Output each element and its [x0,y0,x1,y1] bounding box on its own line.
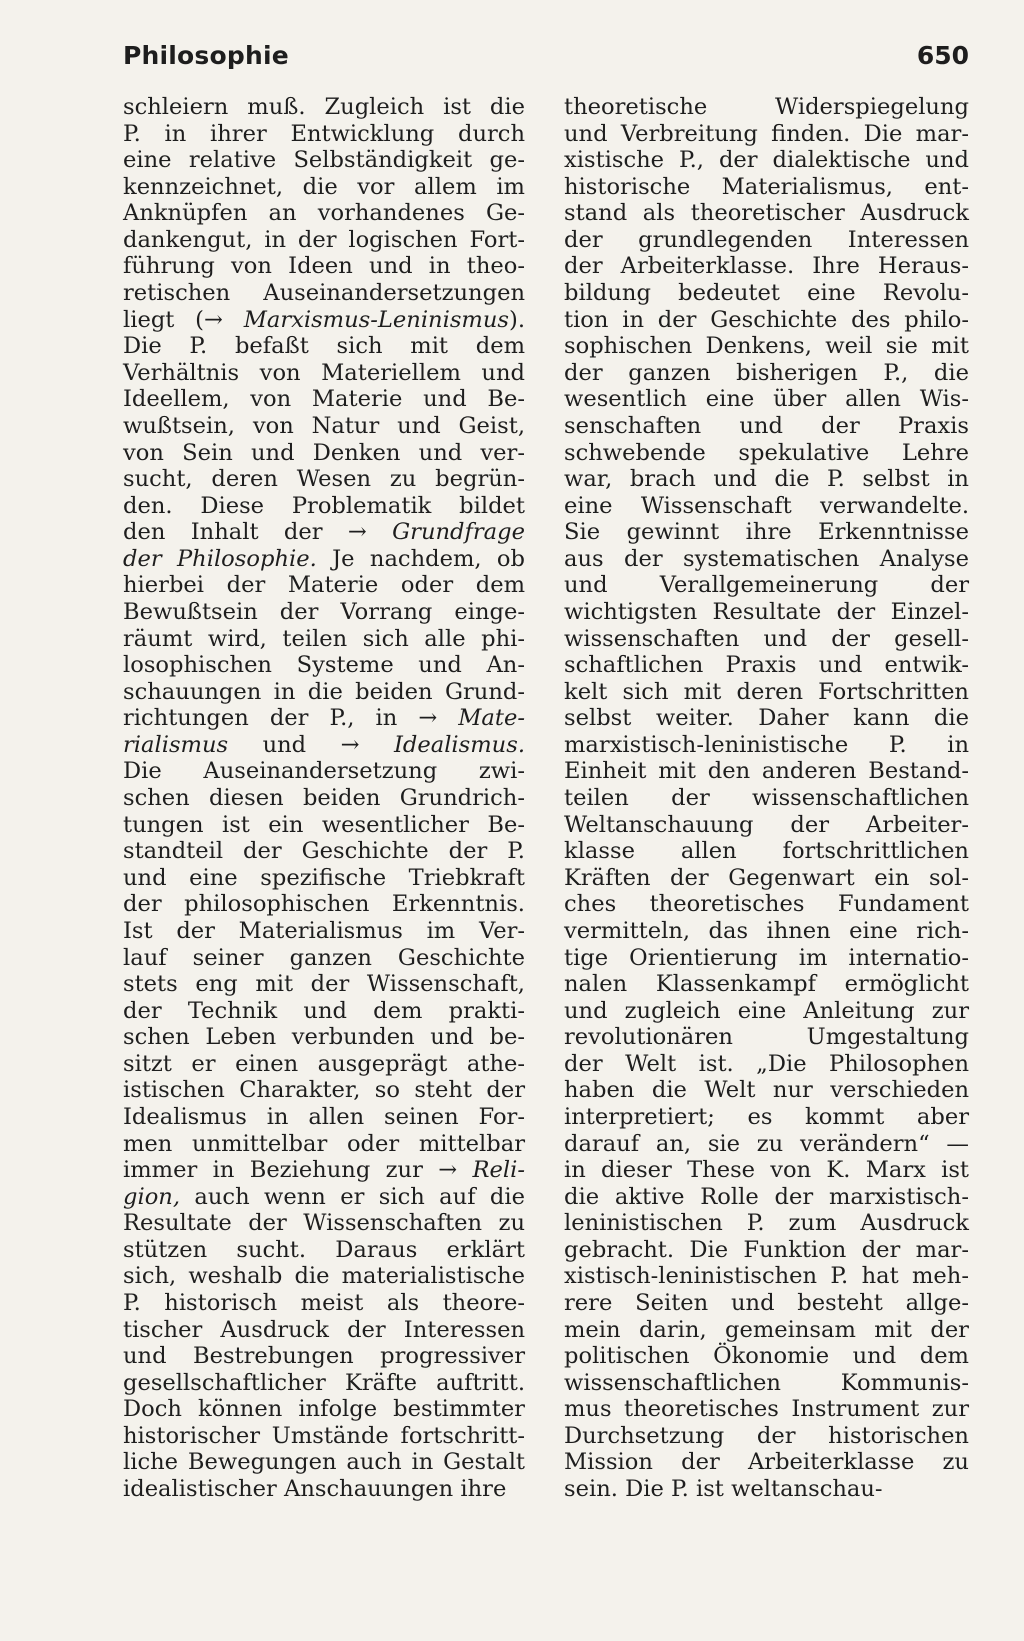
text-line [123,812,525,839]
text-line [123,1077,525,1104]
text-line [123,705,525,732]
text-segment: räumt wird, teilen sich alle phi- [123,625,525,652]
text-line [123,1131,525,1158]
text-line [123,1370,525,1397]
text-line [123,998,525,1025]
text-segment: stets eng mit der Wissenschaft, [123,971,525,998]
text-line [564,1237,969,1264]
text-segment: tige Orientierung im internatio- [564,944,969,971]
text-segment: Weltanschauung der Arbeiter- [564,811,969,838]
text-line [123,865,525,892]
text-segment: wichtigsten Resultate der Einzel- [564,598,969,625]
text-line [564,121,969,148]
text-line [564,626,969,653]
text-line [123,838,525,865]
text-line [123,413,525,440]
text-segment: schauungen in die beiden Grund- [123,678,525,705]
text-line [564,971,969,998]
text-segment: und zugleich eine Anleitung zur [564,997,969,1024]
text-segment: sitzt er einen ausgeprägt athe- [123,1050,525,1077]
text-line [123,493,525,520]
text-line [564,1131,969,1158]
text-line [564,307,969,334]
text-line [123,1290,525,1317]
text-line [564,1396,969,1423]
text-line [123,945,525,972]
text-segment: selbst weiter. Daher kann die [564,705,969,732]
text-line [564,865,969,892]
text-line [123,971,525,998]
text-line [564,1024,969,1051]
text-line [564,253,969,280]
italic-reference: Grundfrage [392,519,525,546]
text-segment: der Arbeiterklasse. Ihre Heraus- [564,253,969,280]
text-line [564,413,969,440]
text-line [123,1157,525,1184]
text-line [564,1184,969,1211]
text-line [123,1024,525,1051]
text-segment: sich, weshalb die materialistische [123,1263,525,1290]
text-line [564,838,969,865]
text-line [123,386,525,413]
text-line [564,546,969,573]
text-line [123,891,525,918]
text-segment: Einheit mit den anderen Bestand- [564,758,969,785]
text-line [564,147,969,174]
text-segment: rere Seiten und besteht allge- [564,1290,969,1317]
text-segment: Die P. befaßt sich mit dem [123,333,525,360]
text-line [123,307,525,334]
text-line [564,200,969,227]
running-head: Philosophie [123,41,289,70]
text-segment: istischen Charakter, so steht der [123,1077,525,1104]
text-segment: stützen sucht. Daraus erklärt [123,1236,525,1263]
text-segment: men unmittelbar oder mittelbar [123,1130,525,1157]
text-segment: dankengut, in der logischen Fort- [123,226,525,253]
text-segment: interpretiert; es kommt aber [564,1103,969,1130]
text-segment: politischen Ökonomie und dem [564,1343,969,1370]
text-segment: und Verbreitung finden. Die mar- [564,120,969,147]
text-line [123,466,525,493]
text-line [123,1396,525,1423]
text-segment: sein. Die P. ist weltanschau- [564,1476,883,1503]
text-segment: wissenschaften und der gesell- [564,625,969,652]
page-number: 650 [916,41,969,70]
text-line [564,572,969,599]
text-line [564,1317,969,1344]
text-segment: wußtsein, von Natur und Geist, [123,412,525,439]
text-segment: kelt sich mit deren Fortschritten [564,678,969,705]
page-header [123,36,969,76]
text-line [123,1263,525,1290]
text-segment: schen diesen beiden Grundrich- [123,785,525,812]
text-segment: teilen der wissenschaftlichen [564,785,969,812]
text-segment: idealistischer Anschauungen ihre [123,1476,507,1503]
text-line [564,998,969,1025]
text-segment: stand als theoretischer Ausdruck [564,200,969,227]
text-line [564,440,969,467]
text-line [123,280,525,307]
text-segment: von Sein und Denken und ver- [123,439,525,466]
text-line [123,1210,525,1237]
text-line [123,121,525,148]
italic-reference: Mate- [458,705,525,732]
text-segment: auch wenn er sich auf die [180,1183,525,1210]
text-line [564,1157,969,1184]
text-line [564,599,969,626]
text-line [564,732,969,759]
text-segment: historischer Umstände fortschritt- [123,1422,525,1449]
text-line [564,918,969,945]
text-segment: schwebende spekulative Lehre [564,439,969,466]
text-segment: gesellschaftlicher Kräfte auftritt. [123,1369,525,1396]
text-segment: klasse allen fortschrittlichen [564,838,969,865]
text-line [564,1104,969,1131]
text-segment: wissenschaftlichen Kommunis- [564,1369,969,1396]
text-line [123,599,525,626]
text-line [564,1423,969,1450]
text-segment: Anknüpfen an vorhandenes Ge- [123,200,525,227]
text-column-right [564,94,969,1503]
text-line [564,945,969,972]
text-segment: führung von Ideen und in theo- [123,253,525,280]
text-segment: Sie gewinnt ihre Erkenntnisse [564,519,969,546]
text-segment: und → [228,731,394,758]
text-segment: und Verallgemeinerung der [564,572,969,599]
text-line [564,386,969,413]
text-segment: Bewußtsein der Vorrang einge- [123,598,525,625]
text-segment: haben die Welt nur verschieden [564,1077,969,1104]
text-line [564,891,969,918]
text-line [123,732,525,759]
text-line [123,1476,525,1503]
text-line [123,333,525,360]
text-segment: Mission der Arbeiterklasse zu [564,1449,969,1476]
text-line [564,466,969,493]
text-line [123,546,525,573]
text-line [564,174,969,201]
text-line [123,652,525,679]
italic-reference: der Philosophie. [123,545,317,572]
text-line [564,1370,969,1397]
text-line [564,1077,969,1104]
text-segment: der philosophischen Erkenntnis. [123,891,525,918]
text-segment: retischen Auseinandersetzungen [123,280,525,307]
text-line [564,1449,969,1476]
italic-reference: Marxismus-Leninismus [243,306,509,333]
text-line [123,147,525,174]
text-segment: Ist der Materialismus im Ver- [123,917,525,944]
text-line [123,360,525,387]
text-segment: der grundlegenden Interessen [564,226,969,253]
text-line [123,1184,525,1211]
text-segment: theoretische Widerspiegelung [564,94,969,120]
text-line [123,572,525,599]
italic-reference: Idealismus. [393,731,525,758]
text-segment: Resultate der Wissenschaften zu [123,1210,525,1237]
text-line [564,679,969,706]
text-line [564,785,969,812]
text-segment: standteil der Geschichte der P. [123,838,525,865]
text-segment: war, brach und die P. selbst in [564,466,969,493]
text-line [564,280,969,307]
text-line [123,174,525,201]
text-line [564,333,969,360]
text-segment: kennzeichnet, die vor allem im [123,173,525,200]
text-line [564,758,969,785]
text-segment: den. Diese Problematik bildet [123,492,525,519]
text-segment: vermitteln, das ihnen eine rich- [564,917,969,944]
text-line [123,1104,525,1131]
text-segment: eine relative Selbständigkeit ge- [123,147,525,174]
italic-reference: gion, [123,1183,181,1210]
text-segment: lauf seiner ganzen Geschichte [123,944,525,971]
text-segment: tungen ist ein wesentlicher Be- [123,811,525,838]
text-line [123,94,525,121]
text-segment: sophischen Denkens, weil sie mit [564,333,969,360]
text-line [123,227,525,254]
text-segment: Verhältnis von Materiellem und [123,359,525,386]
text-line [564,227,969,254]
text-segment: sucht, deren Wesen zu begrün- [123,466,525,493]
text-line [123,626,525,653]
text-segment: und eine spezifische Triebkraft [123,864,525,891]
text-segment: liche Bewegungen auch in Gestalt [123,1449,525,1476]
text-segment: den Inhalt der → [123,519,393,546]
text-line [123,1237,525,1264]
text-segment: nalen Klassenkampf ermöglicht [564,971,969,998]
text-segment: xistische P., der dialektische und [564,147,969,174]
text-segment: hierbei der Materie oder dem [123,572,525,599]
text-segment: historische Materialismus, ent- [564,173,969,200]
text-segment: gebracht. Die Funktion der mar- [564,1236,969,1263]
text-column-left [123,94,525,1503]
text-segment: senschaften und der Praxis [564,412,969,439]
text-segment: Je nachdem, ob [316,545,525,572]
text-segment: wesentlich eine über allen Wis- [564,386,969,413]
text-line [123,1317,525,1344]
text-segment: richtungen der P., in → [123,705,459,732]
text-line [123,1423,525,1450]
text-segment: schleiern muß. Zugleich ist die [123,94,525,120]
text-line [564,812,969,839]
text-line [123,253,525,280]
text-segment: Ideellem, von Materie und Be- [123,386,525,413]
text-segment: die aktive Rolle der marxistisch- [564,1183,969,1210]
text-line [564,1476,969,1503]
text-line [123,679,525,706]
text-segment: in dieser These von K. Marx ist [564,1157,969,1184]
text-segment: P. in ihrer Entwicklung durch [123,120,525,147]
text-segment: schen Leben verbunden und be- [123,1024,525,1051]
text-line [123,1449,525,1476]
text-segment: tion in der Geschichte des philo- [564,306,969,333]
italic-reference: Reli- [472,1157,525,1184]
text-segment: losophischen Systeme und An- [123,652,525,679]
text-segment: Doch können infolge bestimmter [123,1396,525,1423]
text-segment: mus theoretisches Instrument zur [564,1396,969,1423]
text-line [123,440,525,467]
text-line [564,493,969,520]
italic-reference: rialismus [123,731,229,758]
text-line [564,519,969,546]
text-line [123,1343,525,1370]
text-line [123,519,525,546]
text-segment: leninistischen P. zum Ausdruck [564,1210,969,1237]
text-line [564,360,969,387]
text-segment: Kräften der Gegenwart ein sol- [564,864,969,891]
text-segment: marxistisch-leninistische P. in [564,731,969,758]
text-line [564,94,969,121]
text-segment: schaftlichen Praxis und entwik- [564,652,969,679]
text-segment: der Welt ist. „Die Philosophen [564,1050,969,1077]
text-segment: bildung bedeutet eine Revolu- [564,280,969,307]
text-segment: Durchsetzung der historischen [564,1422,969,1449]
text-line [123,785,525,812]
text-segment: liegt (→ [123,306,244,333]
text-line [123,200,525,227]
text-segment: ches theoretisches Fundament [564,891,969,918]
text-segment: aus der systematischen Analyse [564,545,969,572]
text-line [564,1343,969,1370]
text-segment: revolutionären Umgestaltung [564,1024,969,1051]
text-line [123,918,525,945]
text-segment: xistisch-leninistischen P. hat meh- [564,1263,969,1290]
text-line [564,1210,969,1237]
text-line [564,1263,969,1290]
text-segment: eine Wissenschaft verwandelte. [564,492,969,519]
text-line [564,1051,969,1078]
text-line [564,652,969,679]
text-segment: mein darin, gemeinsam mit der [564,1316,969,1343]
text-line [564,705,969,732]
text-segment: der ganzen bisherigen P., die [564,359,969,386]
text-segment: darauf an, sie zu verändern“ — [564,1130,969,1157]
text-segment: Die Auseinandersetzung zwi- [123,758,525,785]
text-segment: und Bestrebungen progressiver [123,1343,525,1370]
text-segment: P. historisch meist als theore- [123,1290,525,1317]
text-segment: ). [509,306,525,333]
text-segment: der Technik und dem prakti- [123,997,525,1024]
text-line [564,1290,969,1317]
text-segment: immer in Beziehung zur → [123,1157,473,1184]
text-line [123,758,525,785]
text-line [123,1051,525,1078]
text-segment: Idealismus in allen seinen For- [123,1103,525,1130]
text-segment: tischer Ausdruck der Interessen [123,1316,525,1343]
